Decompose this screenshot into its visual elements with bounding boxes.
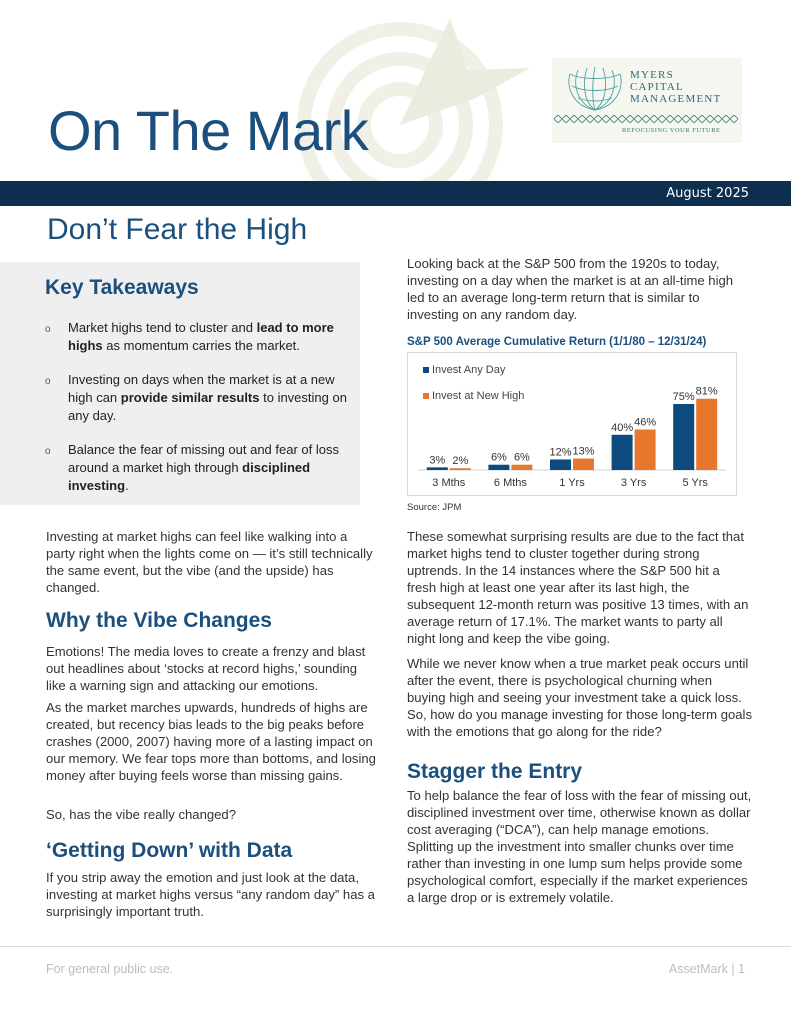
bar-new-high [635, 430, 656, 470]
logo-tagline: REFOCUSING YOUR FUTURE [622, 127, 721, 134]
bar-chart [408, 353, 736, 495]
data-label: 2% [452, 455, 469, 468]
legend-swatch [423, 367, 429, 373]
footer-divider [0, 946, 791, 947]
x-tick-label: 5 Yrs [682, 477, 708, 489]
company-logo [552, 58, 742, 143]
data-label: 3% [429, 454, 446, 467]
data-label: 46% [634, 416, 657, 429]
data-label: 75% [672, 391, 695, 403]
x-tick-label: 3 Mths [432, 477, 466, 489]
chart-title: S&P 500 Average Cumulative Return (1/1/80 – 12/31/24) [407, 336, 707, 348]
paragraph-so: So, has the vibe really changed? [46, 807, 236, 822]
paragraph-market: As the market marches upwards, hundreds of highs are created, but recency bias leads to the big peaks before crashes (2000, 2007) having more of a lasting impact on our memory. We fear tops more than bottoms, and losing money after buying feels worse than missing gains. [46, 700, 376, 783]
paragraph-peak: While we never know when a true market peak occurs until after the event, there is psychological churning when buying high and seeing your investment take a quick loss. So, how do you manage investing for those long-term goals with the emotions that go along for the ride? [407, 656, 753, 739]
paragraph-looking-back: Looking back at the S&P 500 from the 1920s to today, investing on a day when the market is at an all-time high led to an average long-term return that is similar to investing on any random day. [407, 256, 734, 322]
legend-swatch [423, 393, 429, 399]
takeaway-item: Market highs tend to cluster and lead to more highs as momentum carries the market. [68, 320, 334, 353]
takeaway-item: Balance the fear of missing out and fear of loss around a market high through disciplined investing. [68, 442, 339, 493]
logo-text: MYERS CAPITAL MANAGEMENT [630, 69, 722, 105]
data-label: 6% [490, 451, 507, 464]
data-label: 81% [695, 385, 718, 398]
data-label: 40% [611, 421, 634, 434]
bullet-marker: o [45, 324, 51, 335]
paragraph-surprising: These somewhat surprising results are due to the fact that market highs tend to cluster together during strong uptrends. In the 14 instances where the S&P 500 hit a fresh high at least one year after its last high, the subsequent 12-month return was positive 13 times, with an average return of 17.1%. The market wants to party all night long and keep the vibe going. [407, 529, 749, 646]
bullet-marker: o [45, 376, 51, 387]
legend-label: Invest Any Day [432, 364, 506, 376]
section-heading-data: ‘Getting Down’ with Data [46, 839, 293, 862]
newsletter-title: On The Mark [48, 99, 369, 162]
bar-any-day [612, 435, 633, 470]
footer-page-number: AssetMark | 1 [668, 962, 745, 976]
data-label: 12% [549, 446, 572, 459]
section-heading-vibe: Why the Vibe Changes [46, 609, 272, 632]
bar-any-day [427, 467, 448, 470]
chart-source: Source: JPM [407, 502, 462, 513]
x-tick-label: 3 Yrs [620, 477, 647, 489]
bullet-marker: o [45, 446, 51, 457]
paragraph-stagger: To help balance the fear of loss with the fear of missing out, disciplined investment over time, otherwise known as dollar cost averaging (“DCA”), can help manage emotions. Splitting up the investment into smaller chunks over time rather than investing in one lump sum helps provide some psychological comfort, especially if the market experiences a large drop or is extremely volatile. [407, 788, 752, 905]
footer-disclaimer: For general public use. [46, 962, 174, 976]
paragraph-strip: If you strip away the emotion and just look at the data, investing at market highs versus “any random day” has a surprisingly important truth. [46, 870, 375, 919]
section-heading-stagger: Stagger the Entry [407, 760, 583, 783]
bar-any-day [550, 459, 571, 470]
takeaway-item: Investing on days when the market is at a new high can provide similar results to investing on any day. [68, 372, 347, 423]
bar-any-day [488, 465, 509, 470]
x-tick-label: 6 Mths [493, 477, 527, 489]
fan-logo-icon [562, 66, 628, 114]
paragraph-emotions: Emotions! The media loves to create a frenzy and blast out headlines about ‘stocks at record highs,’ sounding like a warning sign and attacking our emotions. [46, 644, 366, 693]
logo-wordmark [630, 69, 722, 105]
intro-paragraph: Investing at market highs can feel like walking into a party right when the lights come on — it’s still technically the same event, but the vibe (and the upside) has changed. [46, 529, 373, 595]
key-takeaways-title: Key Takeaways [45, 276, 199, 299]
data-label: 6% [513, 451, 530, 464]
article-headline: Don’t Fear the High [47, 213, 308, 246]
bar-new-high [511, 465, 532, 470]
logo-pattern-divider [554, 115, 740, 123]
bar-any-day [673, 404, 694, 470]
bar-new-high [573, 459, 594, 470]
x-tick-label: 1 Yrs [559, 477, 585, 489]
bar-new-high [450, 468, 471, 470]
legend-label: Invest at New High [432, 390, 525, 402]
issue-date: August 2025 [666, 186, 749, 201]
data-label: 13% [572, 445, 595, 458]
bar-new-high [696, 399, 717, 470]
